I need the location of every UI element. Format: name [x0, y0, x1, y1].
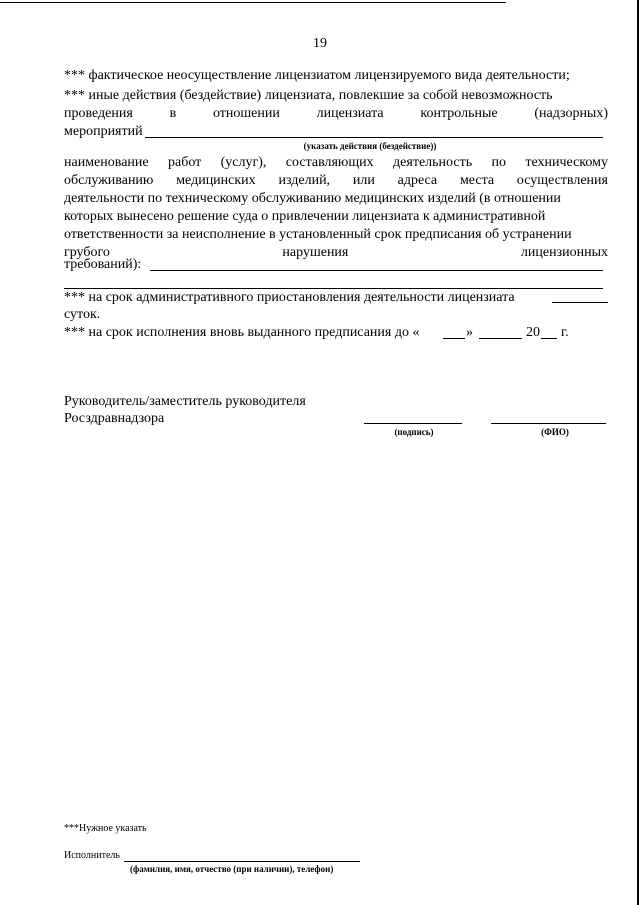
word: грубого — [64, 245, 110, 260]
name-line — [491, 423, 606, 424]
para-line1 — [64, 155, 608, 171]
word: лицензионных — [520, 245, 608, 260]
deadline-month-blank — [479, 338, 522, 339]
word: отношении — [212, 106, 280, 121]
deadline-quote-close: » — [466, 325, 473, 340]
word: по — [491, 155, 506, 170]
word: места — [459, 173, 495, 188]
deadline-year-suffix: г. — [561, 325, 569, 340]
name-caption: (ФИО) — [541, 427, 569, 437]
actions-fill-line — [145, 137, 603, 138]
word: осуществления — [516, 173, 608, 188]
item-suspension-term: *** на срок административного приостановления деятельности лицензиата — [64, 290, 515, 305]
deadline-day-blank — [443, 338, 465, 339]
executor-fill-line — [124, 861, 360, 862]
word: лицензиата — [316, 106, 384, 121]
right-edge-mark — [637, 0, 639, 905]
signatory-title: Руководитель/заместитель руководителя — [64, 394, 306, 409]
word: контрольные — [420, 106, 498, 121]
word: составляющих — [285, 155, 374, 170]
item-order-deadline: *** на срок исполнения вновь выданного предписания до « — [64, 325, 420, 340]
word: деятельность — [393, 155, 473, 170]
word: наименование — [64, 155, 149, 170]
deadline-year-prefix: 20 — [526, 325, 540, 340]
executor-label: Исполнитель — [64, 850, 120, 861]
word: в — [169, 106, 177, 121]
requirements-fill-line — [150, 270, 603, 271]
para-line2 — [64, 173, 608, 189]
executor-caption: (фамилия, имя, отчество (при наличии), телефон) — [130, 864, 334, 874]
signature-caption: (подпись) — [394, 427, 434, 437]
item-activity-nonperformance: *** фактическое неосуществление лицензиатом лицензируемого вида деятельности; — [64, 68, 570, 83]
para-line5: ответственности за неисполнение в установленный срок предписания об устранении — [64, 227, 572, 242]
para-line6 — [64, 245, 608, 261]
word: техническому — [525, 155, 608, 170]
word: проведения — [64, 106, 133, 121]
word: или — [352, 173, 375, 188]
deadline-year-blank — [541, 338, 557, 339]
item-other-actions-line3: мероприятий — [64, 124, 143, 139]
word: медицинских — [176, 173, 256, 188]
page-number: 19 — [313, 36, 327, 51]
word: (услуг), — [220, 155, 267, 170]
footnote: ***Нужное указать — [64, 823, 147, 834]
item-other-actions-line2 — [64, 106, 608, 122]
signatory-organization: Росздравнадзора — [64, 411, 165, 426]
word: (надзорных) — [534, 106, 608, 121]
top-border-line — [0, 2, 506, 3]
para-line3: деятельности по техническому обслуживанию медицинских изделий (в отношении — [64, 191, 561, 206]
word: нарушения — [282, 245, 349, 260]
actions-caption: (указать действия (бездействие)) — [303, 141, 437, 151]
para-line4: которых вынесено решение суда о привлечении лицензиата к административной — [64, 209, 546, 224]
word: работ — [167, 155, 202, 170]
para-line7: требований): — [64, 257, 142, 272]
item-other-actions-line1: *** иные действия (бездействие) лицензиата, повлекшие за собой невозможность — [64, 88, 553, 103]
suspension-days-blank — [552, 302, 608, 303]
suspension-days-suffix: суток. — [64, 307, 101, 322]
requirements-fill-line-2 — [64, 288, 603, 289]
signature-line — [364, 423, 462, 424]
word: изделий, — [278, 173, 331, 188]
word: обслуживанию — [64, 173, 154, 188]
word: адреса — [397, 173, 438, 188]
